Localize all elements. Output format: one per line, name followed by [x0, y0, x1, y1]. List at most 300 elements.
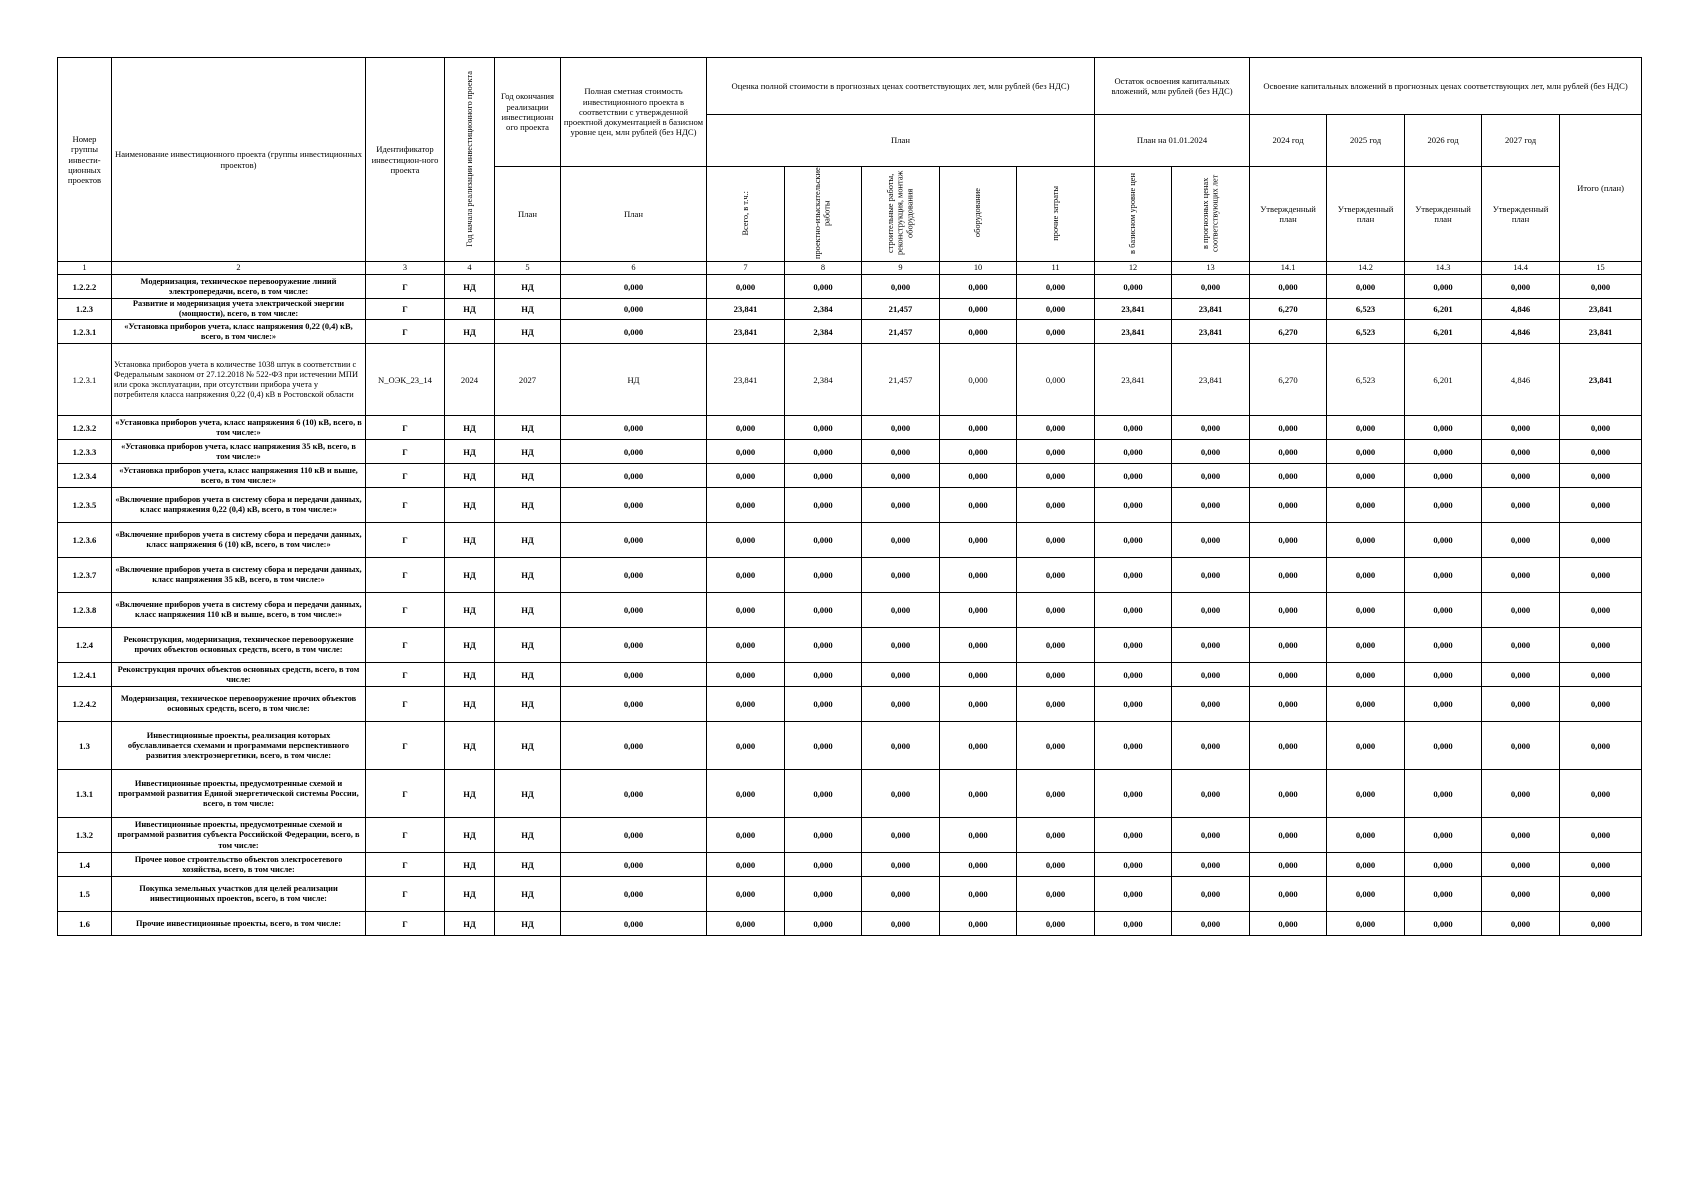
- table-cell: 0,000: [1250, 877, 1327, 912]
- total-plan-cell: 0,000: [1560, 912, 1642, 936]
- table-cell: 0,000: [707, 628, 785, 663]
- table-cell: 2,384: [785, 344, 862, 416]
- table-cell: 0,000: [707, 416, 785, 440]
- table-cell: НД: [445, 523, 495, 558]
- table-cell: 0,000: [707, 853, 785, 877]
- table-cell: 0,000: [1327, 877, 1405, 912]
- table-cell: 21,457: [862, 344, 940, 416]
- project-id-cell: Г: [366, 416, 445, 440]
- table-row: [58, 558, 1642, 593]
- header-full-cost: Полная сметная стоимость инвестиционного проекта в соответствии с утвержденной проектной документацией в базисном уровне цен, млн рублей (без НДС): [561, 58, 707, 167]
- project-name-cell: Развитие и модернизация учета электрической энергии (мощности), всего, в том числе:: [112, 299, 366, 320]
- project-name-cell: «Установка приборов учета, класс напряжения 110 кВ и выше, всего, в том числе:»: [112, 464, 366, 488]
- header-total-incl: [707, 167, 785, 262]
- table-cell: 0,000: [1095, 770, 1172, 818]
- table-cell: 0,000: [1172, 464, 1250, 488]
- table-cell: НД: [445, 320, 495, 344]
- table-row: [58, 523, 1642, 558]
- header-project-name: Наименование инвестиционного проекта (группы инвестиционных проектов): [112, 58, 366, 262]
- table-cell: 0,000: [1250, 687, 1327, 722]
- table-cell: 0,000: [561, 558, 707, 593]
- column-number: 13: [1172, 262, 1250, 275]
- table-cell: 0,000: [1095, 593, 1172, 628]
- table-cell: 0,000: [1327, 770, 1405, 818]
- project-name-cell: «Включение приборов учета в систему сбора и передачи данных, класс напряжения 35 кВ, всего, в том числе:»: [112, 558, 366, 593]
- table-row: [58, 416, 1642, 440]
- header-total-plan: Итого (план): [1560, 115, 1642, 262]
- header-approved-plan-2024: Утвержденный план: [1250, 167, 1327, 262]
- header-end-year: Год окончания реализации инвестиционн ого проекта: [495, 58, 561, 167]
- table-cell: 0,000: [1327, 593, 1405, 628]
- table-cell: 6,523: [1327, 344, 1405, 416]
- table-cell: НД: [561, 344, 707, 416]
- project-name-cell: Покупка земельных участков для целей реализации инвестиционных проектов, всего, в том числе:: [112, 877, 366, 912]
- header-year-2024: 2024 год: [1250, 115, 1327, 167]
- table-cell: 0,000: [1172, 593, 1250, 628]
- table-cell: 0,000: [862, 558, 940, 593]
- table-cell: 0,000: [785, 628, 862, 663]
- table-cell: 0,000: [940, 440, 1017, 464]
- table-cell: 0,000: [707, 722, 785, 770]
- table-cell: 4,846: [1482, 320, 1560, 344]
- table-cell: 0,000: [862, 416, 940, 440]
- header-year-2025: 2025 год: [1327, 115, 1405, 167]
- table-cell: 0,000: [1405, 558, 1482, 593]
- row-number-cell: 1.2.4.1: [58, 663, 112, 687]
- table-cell: 0,000: [1405, 488, 1482, 523]
- project-id-cell: Г: [366, 770, 445, 818]
- table-cell: НД: [445, 818, 495, 853]
- table-cell: 23,841: [1172, 320, 1250, 344]
- column-number: 15: [1560, 262, 1642, 275]
- table-cell: 0,000: [785, 663, 862, 687]
- table-cell: НД: [445, 416, 495, 440]
- table-cell: 0,000: [1095, 628, 1172, 663]
- table-cell: 6,523: [1327, 320, 1405, 344]
- table-cell: НД: [495, 912, 561, 936]
- table-cell: 0,000: [1095, 687, 1172, 722]
- table-cell: 0,000: [1327, 464, 1405, 488]
- total-plan-cell: 0,000: [1560, 488, 1642, 523]
- table-cell: 0,000: [707, 818, 785, 853]
- header-end-year-plan: План: [495, 167, 561, 262]
- table-cell: 0,000: [1017, 488, 1095, 523]
- table-cell: 0,000: [1327, 440, 1405, 464]
- table-cell: 0,000: [1250, 558, 1327, 593]
- table-cell: 0,000: [940, 416, 1017, 440]
- table-cell: 0,000: [561, 663, 707, 687]
- row-number-cell: 1.2.3.8: [58, 593, 112, 628]
- table-cell: 0,000: [1095, 722, 1172, 770]
- table-cell: 0,000: [561, 853, 707, 877]
- table-row: [58, 488, 1642, 523]
- table-cell: 0,000: [862, 663, 940, 687]
- table-cell: 23,841: [707, 299, 785, 320]
- table-cell: 0,000: [862, 523, 940, 558]
- table-cell: 0,000: [940, 628, 1017, 663]
- project-id-cell: Г: [366, 464, 445, 488]
- table-row: [58, 663, 1642, 687]
- column-number: 14.3: [1405, 262, 1482, 275]
- header-year-2027: 2027 год: [1482, 115, 1560, 167]
- table-cell: 0,000: [940, 558, 1017, 593]
- table-cell: НД: [495, 558, 561, 593]
- table-cell: 0,000: [1405, 275, 1482, 299]
- table-cell: 0,000: [862, 593, 940, 628]
- table-cell: 0,000: [940, 687, 1017, 722]
- total-plan-cell: 0,000: [1560, 523, 1642, 558]
- table-cell: 0,000: [1482, 628, 1560, 663]
- column-number: 2: [112, 262, 366, 275]
- table-cell: 0,000: [940, 770, 1017, 818]
- project-name-cell: Инвестиционные проекты, предусмотренные схемой и программой развития Единой энергетической системы России, всего, в том числе:: [112, 770, 366, 818]
- row-number-cell: 1.2.3.1: [58, 344, 112, 416]
- table-cell: 0,000: [940, 275, 1017, 299]
- column-number: 6: [561, 262, 707, 275]
- table-cell: 0,000: [785, 464, 862, 488]
- column-number: 8: [785, 262, 862, 275]
- table-cell: 6,523: [1327, 299, 1405, 320]
- total-plan-cell: 0,000: [1560, 722, 1642, 770]
- project-id-cell: Г: [366, 912, 445, 936]
- table-cell: 0,000: [1095, 558, 1172, 593]
- table-cell: 0,000: [862, 440, 940, 464]
- table-cell: 0,000: [1250, 523, 1327, 558]
- table-cell: 0,000: [561, 299, 707, 320]
- table-cell: НД: [445, 877, 495, 912]
- header-approved-plan-2026: Утвержденный план: [1405, 167, 1482, 262]
- table-cell: 0,000: [1095, 440, 1172, 464]
- table-cell: 0,000: [1017, 628, 1095, 663]
- table-cell: НД: [445, 663, 495, 687]
- table-cell: 0,000: [707, 558, 785, 593]
- table-cell: 23,841: [1172, 344, 1250, 416]
- table-cell: 0,000: [1327, 488, 1405, 523]
- column-number: 14.2: [1327, 262, 1405, 275]
- table-cell: 0,000: [785, 687, 862, 722]
- table-cell: 0,000: [1250, 275, 1327, 299]
- project-name-cell: «Включение приборов учета в систему сбора и передачи данных, класс напряжения 6 (10) кВ, всего, в том числе:»: [112, 523, 366, 558]
- row-number-cell: 1.2.3.2: [58, 416, 112, 440]
- table-cell: 0,000: [1172, 558, 1250, 593]
- table-cell: 0,000: [1405, 593, 1482, 628]
- table-cell: 23,841: [1095, 299, 1172, 320]
- table-cell: НД: [445, 853, 495, 877]
- table-cell: 0,000: [561, 818, 707, 853]
- table-cell: 0,000: [1017, 558, 1095, 593]
- table-row: [58, 299, 1642, 320]
- table-cell: 0,000: [707, 770, 785, 818]
- project-id-cell: Г: [366, 687, 445, 722]
- row-number-cell: 1.2.3.3: [58, 440, 112, 464]
- row-number-cell: 1.6: [58, 912, 112, 936]
- table-row: [58, 770, 1642, 818]
- table-cell: 0,000: [561, 275, 707, 299]
- table-cell: 6,270: [1250, 344, 1327, 416]
- total-plan-cell: 0,000: [1560, 687, 1642, 722]
- table-cell: 0,000: [707, 912, 785, 936]
- table-cell: НД: [495, 488, 561, 523]
- project-id-cell: Г: [366, 628, 445, 663]
- table-cell: 0,000: [1250, 440, 1327, 464]
- table-cell: 0,000: [1327, 722, 1405, 770]
- table-cell: 0,000: [561, 687, 707, 722]
- header-development: Освоение капитальных вложений в прогнозных ценах соответствующих лет, млн рублей (без НДС): [1250, 58, 1642, 115]
- total-plan-cell: 0,000: [1560, 663, 1642, 687]
- table-cell: 0,000: [940, 464, 1017, 488]
- table-cell: 0,000: [1250, 770, 1327, 818]
- column-number: 10: [940, 262, 1017, 275]
- table-cell: НД: [495, 299, 561, 320]
- table-cell: 0,000: [561, 593, 707, 628]
- table-cell: 0,000: [1405, 687, 1482, 722]
- table-cell: 0,000: [1172, 628, 1250, 663]
- table-cell: 0,000: [785, 440, 862, 464]
- table-cell: 0,000: [1250, 488, 1327, 523]
- header-project-id: Идентификатор инвестицион-ного проекта: [366, 58, 445, 262]
- total-plan-cell: 23,841: [1560, 320, 1642, 344]
- table-cell: 0,000: [1482, 853, 1560, 877]
- table-cell: НД: [445, 488, 495, 523]
- table-cell: 0,000: [1482, 558, 1560, 593]
- project-name-cell: «Включение приборов учета в систему сбора и передачи данных, класс напряжения 110 кВ и выше, всего, в том числе:»: [112, 593, 366, 628]
- table-cell: 0,000: [785, 275, 862, 299]
- table-cell: 0,000: [1482, 416, 1560, 440]
- table-cell: 0,000: [940, 722, 1017, 770]
- table-header: [58, 58, 1642, 275]
- table-cell: НД: [495, 440, 561, 464]
- table-cell: 0,000: [1250, 663, 1327, 687]
- project-id-cell: Г: [366, 722, 445, 770]
- column-number: 3: [366, 262, 445, 275]
- table-row: [58, 912, 1642, 936]
- table-cell: 0,000: [561, 488, 707, 523]
- table-cell: 0,000: [1017, 275, 1095, 299]
- table-cell: 0,000: [1482, 440, 1560, 464]
- table-cell: 0,000: [1482, 818, 1560, 853]
- investment-table-sheet: [57, 57, 1641, 936]
- table-row: [58, 687, 1642, 722]
- table-cell: НД: [445, 440, 495, 464]
- column-number: 11: [1017, 262, 1095, 275]
- table-cell: 0,000: [1250, 853, 1327, 877]
- header-cost-estimate: Оценка полной стоимости в прогнозных ценах соответствующих лет, млн рублей (без НДС): [707, 58, 1095, 115]
- table-cell: 0,000: [940, 320, 1017, 344]
- table-cell: 0,000: [1017, 593, 1095, 628]
- table-cell: 0,000: [1250, 464, 1327, 488]
- table-cell: 0,000: [1405, 464, 1482, 488]
- table-cell: 0,000: [1405, 440, 1482, 464]
- table-cell: 0,000: [1095, 464, 1172, 488]
- project-id-cell: Г: [366, 488, 445, 523]
- row-number-cell: 1.2.4.2: [58, 687, 112, 722]
- table-cell: НД: [495, 722, 561, 770]
- table-cell: 0,000: [1017, 320, 1095, 344]
- column-number: 1: [58, 262, 112, 275]
- table-cell: 0,000: [707, 663, 785, 687]
- table-cell: НД: [445, 770, 495, 818]
- table-cell: НД: [445, 464, 495, 488]
- table-cell: НД: [495, 853, 561, 877]
- table-cell: 0,000: [1405, 416, 1482, 440]
- table-row: [58, 440, 1642, 464]
- table-cell: 0,000: [862, 853, 940, 877]
- table-cell: 4,846: [1482, 299, 1560, 320]
- table-cell: 0,000: [1250, 818, 1327, 853]
- table-cell: 0,000: [1017, 722, 1095, 770]
- table-cell: 0,000: [1017, 663, 1095, 687]
- column-number: 14.4: [1482, 262, 1560, 275]
- table-cell: НД: [495, 416, 561, 440]
- table-cell: 0,000: [1095, 663, 1172, 687]
- table-cell: 0,000: [1017, 416, 1095, 440]
- table-cell: 0,000: [1482, 722, 1560, 770]
- table-cell: 0,000: [1017, 464, 1095, 488]
- header-other-costs: [1017, 167, 1095, 262]
- total-plan-cell: 0,000: [1560, 770, 1642, 818]
- total-plan-cell: 0,000: [1560, 464, 1642, 488]
- project-name-cell: Прочие инвестиционные проекты, всего, в том числе:: [112, 912, 366, 936]
- total-plan-cell: 0,000: [1560, 558, 1642, 593]
- table-cell: НД: [495, 818, 561, 853]
- project-id-cell: Г: [366, 877, 445, 912]
- table-cell: 0,000: [707, 877, 785, 912]
- header-construction-text: строительные работы, реконструкция, монтаж оборудования: [886, 170, 915, 256]
- table-cell: 23,841: [1172, 299, 1250, 320]
- table-cell: 0,000: [785, 770, 862, 818]
- table-cell: 0,000: [1250, 912, 1327, 936]
- table-cell: 0,000: [1172, 416, 1250, 440]
- table-cell: 0,000: [940, 912, 1017, 936]
- table-cell: 0,000: [561, 440, 707, 464]
- project-id-cell: Г: [366, 275, 445, 299]
- project-name-cell: Реконструкция прочих объектов основных средств, всего, в том числе:: [112, 663, 366, 687]
- table-cell: 0,000: [1095, 912, 1172, 936]
- row-number-cell: 1.2.3.1: [58, 320, 112, 344]
- table-cell: 23,841: [1095, 344, 1172, 416]
- table-cell: 0,000: [1017, 818, 1095, 853]
- table-cell: НД: [445, 558, 495, 593]
- table-cell: 0,000: [1017, 687, 1095, 722]
- table-cell: НД: [495, 464, 561, 488]
- table-cell: 0,000: [1482, 770, 1560, 818]
- table-cell: 0,000: [1405, 877, 1482, 912]
- table-cell: 0,000: [1482, 464, 1560, 488]
- total-plan-cell: 0,000: [1560, 853, 1642, 877]
- table-cell: НД: [445, 593, 495, 628]
- table-cell: 23,841: [707, 320, 785, 344]
- column-number: 9: [862, 262, 940, 275]
- total-plan-cell: 23,841: [1560, 299, 1642, 320]
- table-cell: 0,000: [1482, 687, 1560, 722]
- table-cell: 2024: [445, 344, 495, 416]
- table-cell: 0,000: [1172, 877, 1250, 912]
- table-cell: НД: [445, 912, 495, 936]
- table-cell: 0,000: [862, 877, 940, 912]
- total-plan-cell: 0,000: [1560, 440, 1642, 464]
- table-cell: НД: [495, 523, 561, 558]
- table-cell: 6,201: [1405, 344, 1482, 416]
- header-full-cost-plan: План: [561, 167, 707, 262]
- row-number-cell: 1.3.2: [58, 818, 112, 853]
- table-cell: 21,457: [862, 299, 940, 320]
- table-cell: 0,000: [940, 593, 1017, 628]
- table-cell: НД: [445, 299, 495, 320]
- table-cell: НД: [495, 770, 561, 818]
- table-cell: 0,000: [1405, 722, 1482, 770]
- table-cell: 0,000: [862, 722, 940, 770]
- table-cell: НД: [445, 687, 495, 722]
- table-cell: НД: [495, 628, 561, 663]
- row-number-cell: 1.4: [58, 853, 112, 877]
- header-start-year: [445, 58, 495, 262]
- table-cell: 0,000: [785, 416, 862, 440]
- header-other-costs-text: прочие затраты: [1050, 185, 1060, 241]
- table-cell: 0,000: [1172, 488, 1250, 523]
- table-cell: 0,000: [785, 853, 862, 877]
- table-cell: 0,000: [862, 275, 940, 299]
- row-number-cell: 1.2.3.7: [58, 558, 112, 593]
- table-cell: 0,000: [707, 523, 785, 558]
- column-number: 5: [495, 262, 561, 275]
- table-cell: 0,000: [1405, 818, 1482, 853]
- project-id-cell: Г: [366, 558, 445, 593]
- table-cell: 0,000: [785, 722, 862, 770]
- total-plan-cell: 23,841: [1560, 344, 1642, 416]
- table-cell: 2027: [495, 344, 561, 416]
- table-cell: 0,000: [1017, 877, 1095, 912]
- table-cell: 0,000: [1017, 523, 1095, 558]
- table-cell: 0,000: [1482, 523, 1560, 558]
- table-cell: 0,000: [862, 488, 940, 523]
- header-base-prices-text: в базисном уровне цен: [1128, 172, 1138, 254]
- table-cell: 0,000: [707, 687, 785, 722]
- table-cell: НД: [495, 320, 561, 344]
- table-cell: 23,841: [1095, 320, 1172, 344]
- table-cell: 0,000: [1017, 853, 1095, 877]
- table-cell: 0,000: [1405, 663, 1482, 687]
- table-cell: 0,000: [1482, 593, 1560, 628]
- table-cell: 0,000: [1327, 523, 1405, 558]
- project-id-cell: Г: [366, 663, 445, 687]
- table-cell: 6,201: [1405, 320, 1482, 344]
- column-number: 7: [707, 262, 785, 275]
- table-cell: 0,000: [940, 488, 1017, 523]
- table-row: [58, 275, 1642, 299]
- table-cell: 0,000: [1327, 687, 1405, 722]
- table-cell: 0,000: [1095, 416, 1172, 440]
- table-cell: 0,000: [862, 818, 940, 853]
- total-plan-cell: 0,000: [1560, 275, 1642, 299]
- table-row: [58, 464, 1642, 488]
- table-cell: 0,000: [561, 464, 707, 488]
- row-number-cell: 1.2.3: [58, 299, 112, 320]
- table-row: [58, 320, 1642, 344]
- table-cell: 0,000: [940, 523, 1017, 558]
- table-cell: 0,000: [1017, 912, 1095, 936]
- table-cell: 0,000: [707, 440, 785, 464]
- table-cell: НД: [445, 628, 495, 663]
- row-number-cell: 1.2.3.4: [58, 464, 112, 488]
- table-cell: 0,000: [1482, 877, 1560, 912]
- table-cell: 0,000: [1250, 593, 1327, 628]
- project-name-cell: Модернизация, техническое перевооружение линий электропередачи, всего, в том числе:: [112, 275, 366, 299]
- table-cell: 0,000: [561, 523, 707, 558]
- table-cell: 0,000: [1017, 770, 1095, 818]
- table-cell: 6,270: [1250, 320, 1327, 344]
- table-cell: 0,000: [785, 877, 862, 912]
- header-start-year-text: Год начала реализации инвестиционного проекта: [464, 70, 474, 247]
